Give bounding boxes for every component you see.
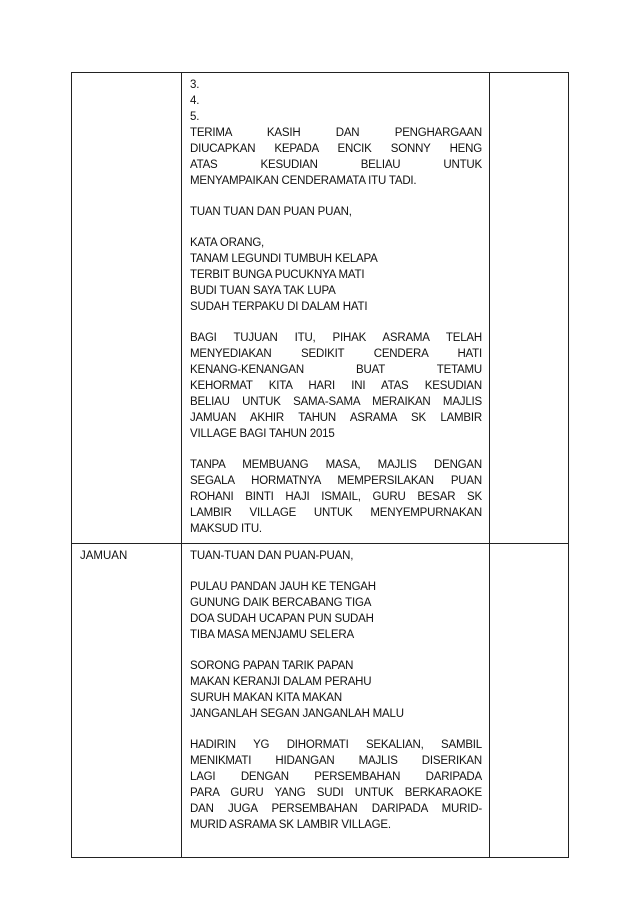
script-line: BAGI TUJUAN ITU, PIHAK ASRAMA TELAH [190, 332, 482, 344]
script-text-cell [182, 73, 490, 544]
script-line: MAKSUD ITU. [190, 523, 262, 535]
script-paragraph [190, 204, 482, 220]
script-line: TIBA MASA MENJAMU SELERA [190, 629, 354, 641]
script-line: TANAM LEGUNDI TUMBUH KELAPA [190, 253, 378, 265]
script-line: TERIMA KASIH DAN PENGHARGAAN [190, 127, 482, 139]
script-line: JAMUAN AKHIR TAHUN ASRAMA SK LAMBIR [190, 412, 482, 424]
segment-label: JAMUAN [80, 550, 128, 562]
script-line: TUAN TUAN DAN PUAN PUAN, [190, 206, 352, 218]
script-paragraph [190, 235, 482, 315]
script-line: MURID ASRAMA SK LAMBIR VILLAGE. [190, 819, 391, 831]
script-line: VILLAGE BAGI TAHUN 2015 [190, 428, 335, 440]
script-line: KENANG-KENANGAN BUAT TETAMU [190, 364, 482, 376]
segment-label-cell [72, 544, 182, 858]
script-line: TANPA MEMBUANG MASA, MAJLIS DENGAN [190, 459, 482, 471]
script-line: 3. [190, 79, 200, 91]
script-line: 5. [190, 111, 200, 123]
script-paragraph [190, 658, 482, 722]
script-line: LAMBIR VILLAGE UNTUK MENYEMPURNAKAN [190, 507, 482, 519]
table-row [72, 544, 569, 858]
event-script-table [71, 72, 569, 858]
script-line: DOA SUDAH UCAPAN PUN SUDAH [190, 613, 374, 625]
script-line: MENIKMATI HIDANGAN MAJLIS DISERIKAN [190, 755, 482, 767]
script-paragraph [190, 737, 482, 833]
script-line: PULAU PANDAN JAUH KE TENGAH [190, 581, 376, 593]
script-line: MAKAN KERANJI DALAM PERAHU [190, 676, 372, 688]
script-line: SUDAH TERPAKU DI DALAM HATI [190, 301, 368, 313]
script-line: LAGI DENGAN PERSEMBAHAN DARIPADA [190, 771, 482, 783]
script-line: MENYEDIAKAN SEDIKIT CENDERA HATI [190, 348, 482, 360]
script-paragraph [190, 330, 482, 442]
script-line: 4. [190, 95, 200, 107]
script-line: BELIAU UNTUK SAMA-SAMA MERAIKAN MAJLIS [190, 396, 482, 408]
script-line: GUNUNG DAIK BERCABANG TIGA [190, 597, 372, 609]
script-line: KATA ORANG, [190, 237, 265, 249]
script-line: TUAN-TUAN DAN PUAN-PUAN, [190, 550, 354, 562]
table-row [72, 73, 569, 544]
script-paragraph [190, 579, 482, 643]
script-line: DAN JUGA PERSEMBAHAN DARIPADA MURID- [190, 803, 482, 815]
script-paragraph [190, 457, 482, 537]
script-line: JANGANLAH SEGAN JANGANLAH MALU [190, 708, 404, 720]
script-line: MENYAMPAIKAN CENDERAMATA ITU TADI. [190, 175, 417, 187]
script-paragraph [190, 548, 482, 564]
script-paragraph [190, 77, 482, 189]
segment-label-cell [72, 73, 182, 544]
script-line: HADIRIN YG DIHORMATI SEKALIAN, SAMBIL [190, 739, 482, 751]
script-line: ATAS KESUDIAN BELIAU UNTUK [190, 159, 482, 171]
script-line: DIUCAPKAN KEPADA ENCIK SONNY HENG [190, 143, 482, 155]
script-line: ROHANI BINTI HAJI ISMAIL, GURU BESAR SK [190, 491, 482, 503]
script-line: SURUH MAKAN KITA MAKAN [190, 692, 342, 704]
script-line: TERBIT BUNGA PUCUKNYA MATI [190, 269, 365, 281]
notes-cell [490, 544, 569, 858]
script-line: BUDI TUAN SAYA TAK LUPA [190, 285, 336, 297]
script-line: PARA GURU YANG SUDI UNTUK BERKARAOKE [190, 787, 482, 799]
script-line: SEGALA HORMATNYA MEMPERSILAKAN PUAN [190, 475, 482, 487]
script-line: SORONG PAPAN TARIK PAPAN [190, 660, 354, 672]
script-line: KEHORMAT KITA HARI INI ATAS KESUDIAN [190, 380, 482, 392]
notes-cell [490, 73, 569, 544]
script-text-cell [182, 544, 490, 858]
